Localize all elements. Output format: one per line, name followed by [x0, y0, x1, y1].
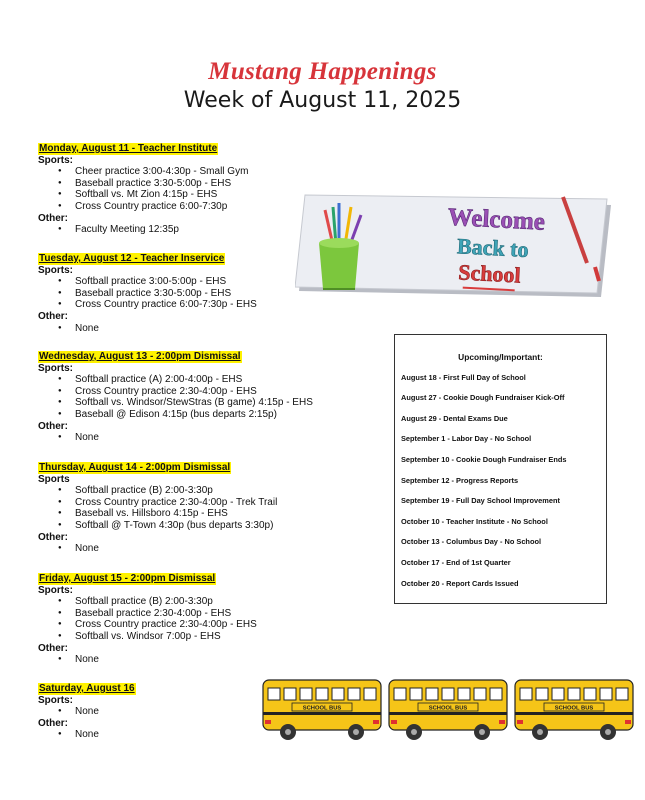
list-item: ● Baseball practice 3:30-5:00p - EHS: [38, 288, 368, 300]
list-item: ● Softball practice (A) 2:00-4:00p - EHS: [38, 374, 368, 386]
school-bus-icon: [388, 676, 508, 742]
bus-label: SCHOOL BUS: [554, 705, 594, 712]
list-item: October 13 - Columbus Day - No School: [401, 537, 542, 546]
sports-label: Sports:: [38, 694, 73, 706]
list-item: September 1 - Labor Day - No School: [401, 434, 532, 443]
other-label: Other:: [38, 642, 68, 654]
school-bus-icon: [262, 676, 382, 742]
list-item: ● Cross Country practice 2:30-4:00p - Trek Trail: [38, 497, 368, 509]
list-item: September 10 - Cookie Dough Fundraiser Ends: [401, 455, 567, 464]
back-to-text: Back to: [456, 233, 530, 263]
list-item: October 20 - Report Cards Issued: [401, 579, 519, 588]
other-label: Other:: [38, 212, 68, 224]
day-section-thursday: [38, 462, 368, 555]
list-item: August 29 - Dental Exams Due: [401, 414, 508, 423]
list-item: ● Softball practice (B) 2:00-3:30p: [38, 485, 368, 497]
list-item: August 27 - Cookie Dough Fundraiser Kick-Off: [401, 393, 565, 402]
upcoming-important-box: [394, 334, 607, 604]
sports-list: [38, 596, 368, 642]
day-title: Tuesday, August 12 - Teacher Inservice: [39, 253, 225, 264]
bus-label: SCHOOL BUS: [302, 705, 342, 712]
upcoming-title: Upcoming/Important:: [458, 352, 543, 362]
list-item: ● Baseball vs. Hillsboro 4:15p - EHS: [38, 508, 368, 520]
school-bus-icon: [514, 676, 634, 742]
other-label: Other:: [38, 531, 68, 543]
list-item: ● None: [38, 543, 368, 555]
list-item: ● None: [38, 654, 368, 666]
day-title: Monday, August 11 - Teacher Institute: [39, 143, 218, 154]
list-item: September 12 - Progress Reports: [401, 476, 519, 485]
welcome-text: Welcome: [447, 203, 546, 236]
list-item: October 10 - Teacher Institute - No School: [401, 517, 548, 526]
other-list: [38, 543, 368, 555]
list-item: ● Softball @ T-Town 4:30p (bus departs 3:30p): [38, 520, 368, 532]
other-label: Other:: [38, 420, 68, 432]
list-item: ● Softball vs. Windsor/StewStras (B game) 4:15p - EHS: [38, 397, 368, 409]
list-item: ● Softball vs. Windsor 7:00p - EHS: [38, 631, 368, 643]
other-list: [38, 323, 368, 335]
sports-list: [38, 374, 368, 420]
newsletter-title: Mustang Happenings: [208, 58, 437, 85]
welcome-back-illustration: [295, 185, 615, 310]
day-section-wednesday: [38, 351, 368, 444]
list-item: ● Cheer practice 3:00-4:30p - Small Gym: [38, 166, 368, 178]
list-item: ● Cross Country practice 2:30-4:00p - EHS: [38, 386, 368, 398]
sports-label: Sports:: [38, 264, 73, 276]
other-list: [38, 432, 368, 444]
list-item: September 19 - Full Day School Improvement: [401, 496, 560, 505]
list-item: ● Softball practice 3:00-5:00p - EHS: [38, 276, 368, 288]
sports-label: Sports: [38, 473, 70, 485]
list-item: ● None: [38, 706, 368, 718]
list-item: ● None: [38, 323, 368, 335]
other-list: [38, 654, 368, 666]
day-section-friday: [38, 573, 368, 666]
sports-label: Sports:: [38, 362, 73, 374]
list-item: ● Softball practice (B) 2:00-3:30p: [38, 596, 368, 608]
list-item: ● Cross Country practice 6:00-7:30p - EHS: [38, 299, 368, 311]
list-item: October 17 - End of 1st Quarter: [401, 558, 511, 567]
list-item: ● Cross Country practice 6:00-7:30p: [38, 201, 368, 213]
list-item: ● None: [38, 432, 368, 444]
day-title: Friday, August 15 - 2:00pm Dismissal: [39, 573, 216, 584]
sports-list: [38, 485, 368, 531]
list-item: August 18 - First Full Day of School: [401, 373, 526, 382]
sports-label: Sports:: [38, 584, 73, 596]
list-item: ● Faculty Meeting 12:35p: [38, 224, 368, 236]
list-item: ● Softball vs. Mt Zion 4:15p - EHS: [38, 189, 368, 201]
week-subtitle: Week of August 11, 2025: [183, 88, 462, 113]
day-title: Thursday, August 14 - 2:00pm Dismissal: [39, 462, 231, 473]
sports-label: Sports:: [38, 154, 73, 166]
school-text: School: [457, 259, 522, 288]
day-title: Saturday, August 16: [39, 683, 135, 694]
list-item: ● Baseball @ Edison 4:15p (bus departs 2:15p): [38, 409, 368, 421]
list-item: ● Baseball practice 3:30-5:00p - EHS: [38, 178, 368, 190]
day-title: Wednesday, August 13 - 2:00pm Dismissal: [39, 351, 241, 362]
list-item: ● Baseball practice 2:30-4:00p - EHS: [38, 608, 368, 620]
bus-label: SCHOOL BUS: [428, 705, 468, 712]
other-label: Other:: [38, 310, 68, 322]
list-item: ● None: [38, 729, 368, 741]
other-label: Other:: [38, 717, 68, 729]
list-item: ● Cross Country practice 2:30-4:00p - EHS: [38, 619, 368, 631]
